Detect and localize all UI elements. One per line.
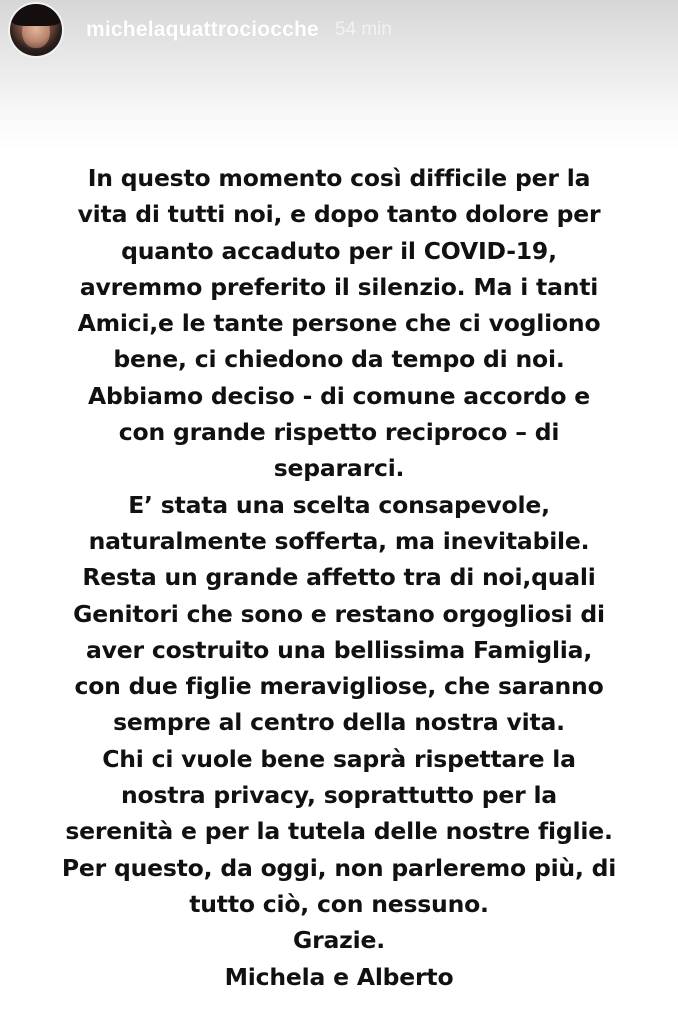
message-line: Resta un grande affetto tra di noi,quali bbox=[82, 563, 596, 592]
message-line: con grande rispetto reciproco – di bbox=[118, 418, 560, 447]
message-line: tutto ciò, con nessuno. bbox=[189, 889, 489, 918]
username[interactable]: michelaquattrociocche bbox=[86, 18, 319, 41]
message-line: naturalmente sofferta, ma inevitabile. bbox=[88, 526, 590, 555]
story-header bbox=[10, 4, 392, 56]
message-line: separarci. bbox=[273, 454, 405, 483]
message-line: con due figlie meravigliose, che saranno bbox=[74, 672, 604, 701]
message-line: aver costruito una bellissima Famiglia, bbox=[85, 635, 593, 664]
message-line: serenità e per la tutela delle nostre figlie. bbox=[65, 817, 613, 846]
message-line: Abbiamo deciso - di comune accordo e bbox=[87, 381, 591, 410]
avatar[interactable] bbox=[10, 4, 62, 56]
timestamp: 54 min bbox=[334, 19, 392, 40]
message-line: quanto accaduto per il COVID-19, bbox=[121, 236, 557, 265]
message-line: Michela e Alberto bbox=[224, 962, 454, 991]
message-line: Per questo, da oggi, non parleremo più, di bbox=[61, 853, 617, 882]
message-line: vita di tutti noi, e dopo tanto dolore per bbox=[77, 200, 601, 229]
message-line: Grazie. bbox=[293, 926, 385, 955]
message-line: Genitori che sono e restano orgogliosi di bbox=[73, 599, 605, 628]
message-line: nostra privacy, soprattutto per la bbox=[121, 781, 557, 810]
message-line: E’ stata una scelta consapevole, bbox=[128, 490, 550, 519]
message-line: bene, ci chiedono da tempo di noi. bbox=[113, 345, 565, 374]
message-line: Amici,e le tante persone che ci vogliono bbox=[77, 309, 601, 338]
message-line: sempre al centro della nostra vita. bbox=[113, 708, 565, 737]
story-message bbox=[20, 160, 658, 995]
message-line: In questo momento così difficile per la bbox=[87, 164, 591, 192]
message-line: avremmo preferito il silenzio. Ma i tanti bbox=[79, 272, 599, 301]
message-line: Chi ci vuole bene saprà rispettare la bbox=[102, 744, 576, 773]
